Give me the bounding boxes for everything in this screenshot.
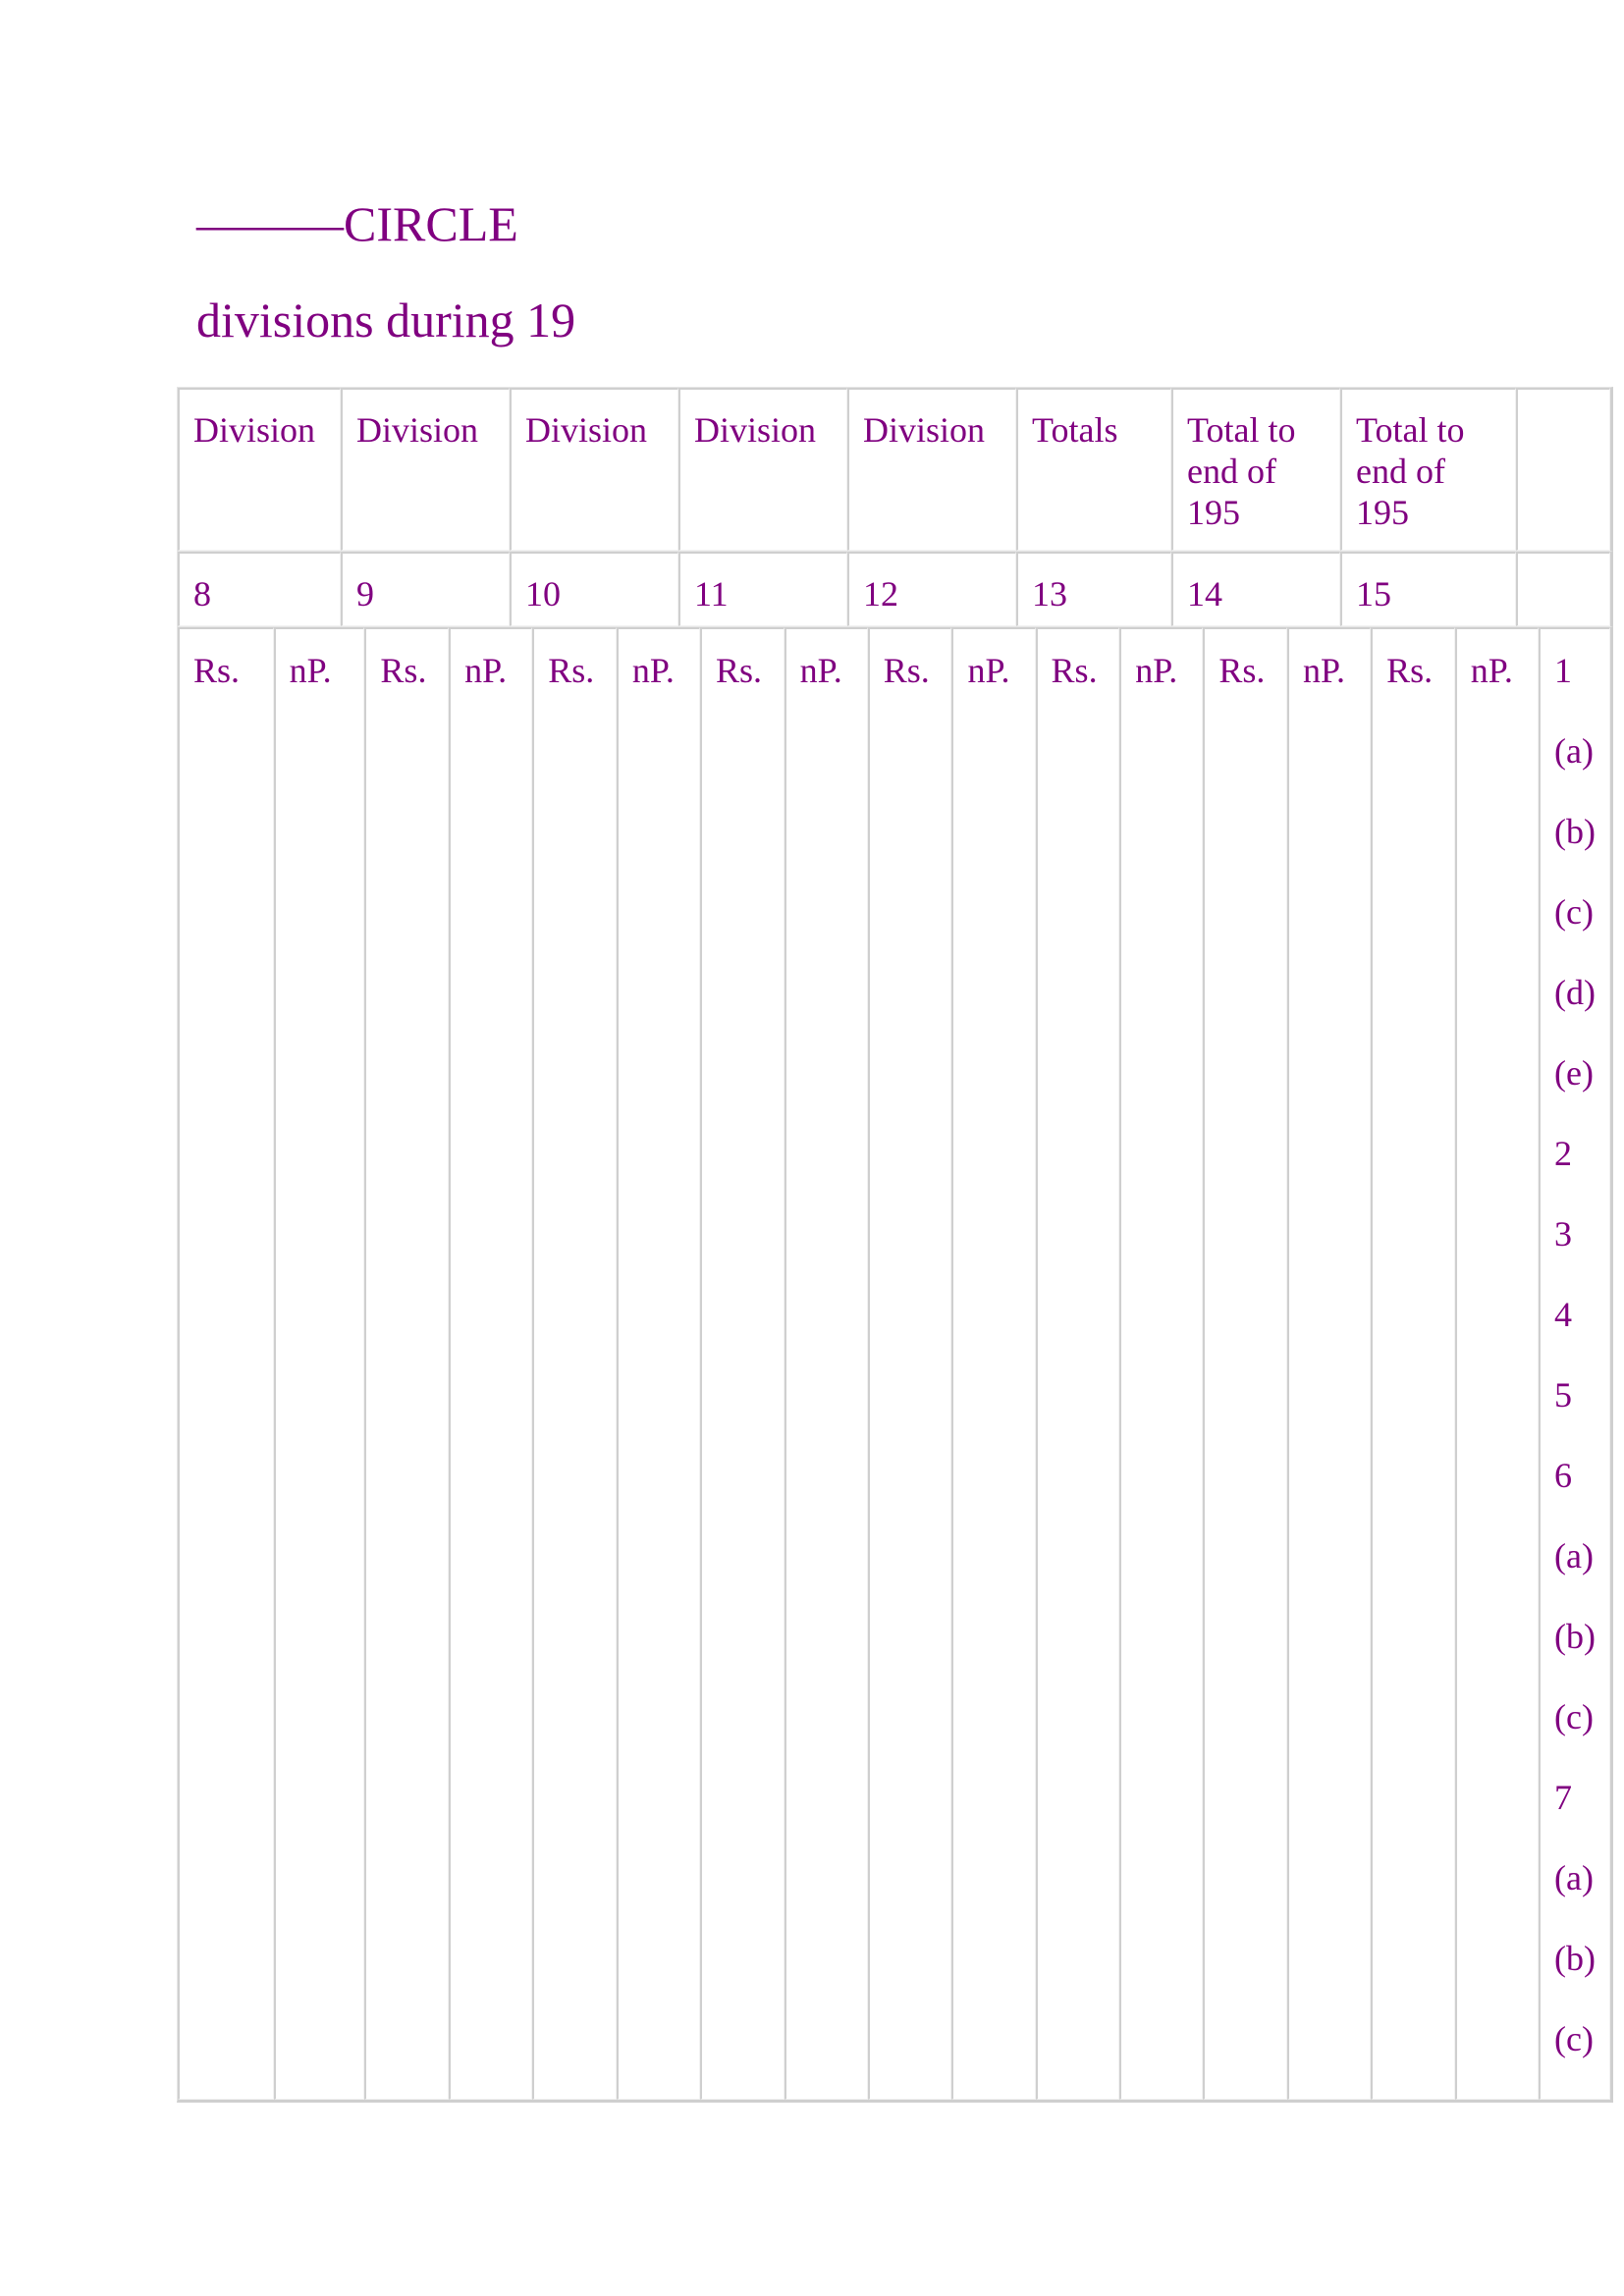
column-number-15: 15 bbox=[1340, 552, 1516, 626]
unit-cell: nP. bbox=[1119, 627, 1203, 2100]
unit-cell: Rs. bbox=[1371, 627, 1455, 2100]
column-number-9: 9 bbox=[341, 552, 510, 626]
row-marker: 2 bbox=[1554, 1134, 1573, 1173]
column-number-empty bbox=[1516, 552, 1610, 626]
column-number-10: 10 bbox=[510, 552, 678, 626]
unit-cell: Rs. bbox=[532, 627, 617, 2100]
unit-cell: nP. bbox=[1287, 627, 1371, 2100]
header-cell-total-15: Total to end of 195 bbox=[1340, 388, 1516, 551]
row-marker: (e) bbox=[1554, 1053, 1594, 1093]
unit-cell: nP. bbox=[1455, 627, 1539, 2100]
row-marker: 4 bbox=[1554, 1295, 1573, 1334]
division-header-row bbox=[178, 388, 1610, 551]
unit-cell: Rs. bbox=[1203, 627, 1287, 2100]
row-marker: (b) bbox=[1554, 1939, 1596, 1978]
unit-cell: Rs. bbox=[1036, 627, 1120, 2100]
unit-cell: Rs. bbox=[364, 627, 449, 2100]
column-number-11: 11 bbox=[678, 552, 847, 626]
division-header-table bbox=[177, 387, 1613, 554]
column-number-8: 8 bbox=[178, 552, 341, 626]
divisions-heading: divisions during 19 bbox=[196, 293, 576, 347]
amounts-row bbox=[178, 627, 1610, 2100]
unit-cell: Rs. bbox=[868, 627, 952, 2100]
unit-cell: nP. bbox=[951, 627, 1035, 2100]
row-marker: (c) bbox=[1554, 1697, 1594, 1736]
circle-heading: ———CIRCLE bbox=[196, 196, 518, 251]
row-marker: 5 bbox=[1554, 1375, 1573, 1415]
unit-cell: nP. bbox=[274, 627, 365, 2100]
row-marker: (b) bbox=[1554, 812, 1596, 851]
row-marker: (b) bbox=[1554, 1617, 1596, 1656]
unit-cell: nP. bbox=[617, 627, 700, 2100]
header-cell-division-9: Division bbox=[341, 388, 510, 551]
row-marker: 6 bbox=[1554, 1456, 1573, 1495]
header-cell-division-10: Division bbox=[510, 388, 678, 551]
unit-cell: nP. bbox=[785, 627, 868, 2100]
unit-cell: nP. bbox=[449, 627, 532, 2100]
amounts-table bbox=[177, 626, 1613, 2103]
column-number-14: 14 bbox=[1171, 552, 1340, 626]
row-marker: 7 bbox=[1554, 1778, 1573, 1817]
header-cell-total-14: Total to end of 195 bbox=[1171, 388, 1340, 551]
row-marker: (c) bbox=[1554, 892, 1594, 932]
row-marker: (a) bbox=[1554, 731, 1594, 771]
row-marker: (a) bbox=[1554, 1858, 1594, 1897]
column-number-row bbox=[178, 552, 1610, 626]
unit-cell: Rs. bbox=[700, 627, 785, 2100]
header-cell-empty bbox=[1516, 388, 1610, 551]
column-number-13: 13 bbox=[1016, 552, 1171, 626]
row-marker-cell bbox=[1539, 627, 1610, 2100]
unit-cell: Rs. bbox=[178, 627, 274, 2100]
column-number-table bbox=[177, 551, 1613, 629]
row-marker: (d) bbox=[1554, 973, 1596, 1012]
row-marker: 1 bbox=[1554, 651, 1573, 690]
header-cell-division-12: Division bbox=[847, 388, 1016, 551]
header-cell-totals: Totals bbox=[1016, 388, 1171, 551]
header-cell-division-8: Division bbox=[178, 388, 341, 551]
row-marker: (c) bbox=[1554, 2019, 1594, 2058]
row-marker-list bbox=[1554, 650, 1596, 2099]
header-cell-division-11: Division bbox=[678, 388, 847, 551]
row-marker: (a) bbox=[1554, 1536, 1594, 1575]
column-number-12: 12 bbox=[847, 552, 1016, 626]
row-marker: 3 bbox=[1554, 1214, 1573, 1254]
